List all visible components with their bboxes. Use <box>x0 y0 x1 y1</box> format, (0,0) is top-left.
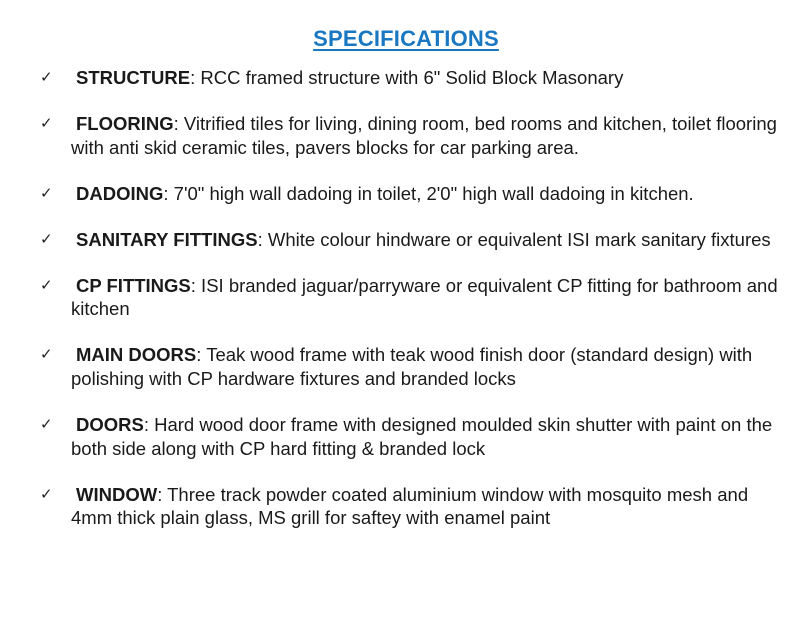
spec-item-sanitary-fittings <box>0 228 812 252</box>
spec-heading: CP FITTINGS <box>76 274 191 296</box>
spec-heading: WINDOW <box>76 483 158 505</box>
spec-item-flooring <box>0 112 812 159</box>
spec-heading: DOORS <box>76 414 144 436</box>
spec-item-dadoing <box>0 182 812 206</box>
spec-heading: STRUCTURE <box>76 67 191 88</box>
spec-text: : RCC framed structure with 6" Solid Block Masonary <box>190 67 624 88</box>
spec-text: : Hard wood door frame with designed moulded skin shutter with paint on the both side along with CP hard fitting & branded lock <box>71 414 773 459</box>
checkmark-icon: ✓ <box>40 275 53 294</box>
spec-item-main-doors <box>0 343 812 390</box>
checkmark-icon: ✓ <box>40 183 53 202</box>
page-title: SPECIFICATIONS <box>313 26 499 51</box>
checkmark-icon: ✓ <box>40 345 53 364</box>
specifications-list <box>0 66 812 552</box>
spec-text: : Vitrified tiles for living, dining room, bed rooms and kitchen, toilet flooring with anti skid ceramic tiles, pavers blocks for car parking area. <box>71 113 777 158</box>
spec-item-cp-fittings <box>0 274 812 321</box>
spec-heading: SANITARY FITTINGS <box>76 228 258 250</box>
spec-heading: MAIN DOORS <box>76 344 197 366</box>
checkmark-icon: ✓ <box>40 68 53 86</box>
spec-text: : 7'0" high wall dadoing in toilet, 2'0" high wall dadoing in kitchen. <box>163 182 694 204</box>
checkmark-icon: ✓ <box>40 229 53 248</box>
spec-item-structure <box>0 66 812 90</box>
spec-heading: DADOING <box>76 182 164 204</box>
spec-item-doors <box>0 413 812 460</box>
checkmark-icon: ✓ <box>40 484 53 503</box>
spec-text: : Teak wood frame with teak wood finish door (standard design) with polishing with CP hardware fixtures and branded locks <box>71 344 753 389</box>
checkmark-icon: ✓ <box>40 114 53 133</box>
spec-text: : White colour hindware or equivalent ISI mark sanitary fixtures <box>257 228 771 250</box>
spec-text: : Three track powder coated aluminium window with mosquito mesh and 4mm thick plain glass, MS grill for saftey with enamel paint <box>71 483 749 529</box>
checkmark-icon: ✓ <box>40 415 53 434</box>
spec-item-window <box>0 483 812 530</box>
spec-heading: FLOORING <box>76 113 174 135</box>
spec-text: : ISI branded jaguar/parryware or equivalent CP fitting for bathroom and kitchen <box>71 274 778 320</box>
